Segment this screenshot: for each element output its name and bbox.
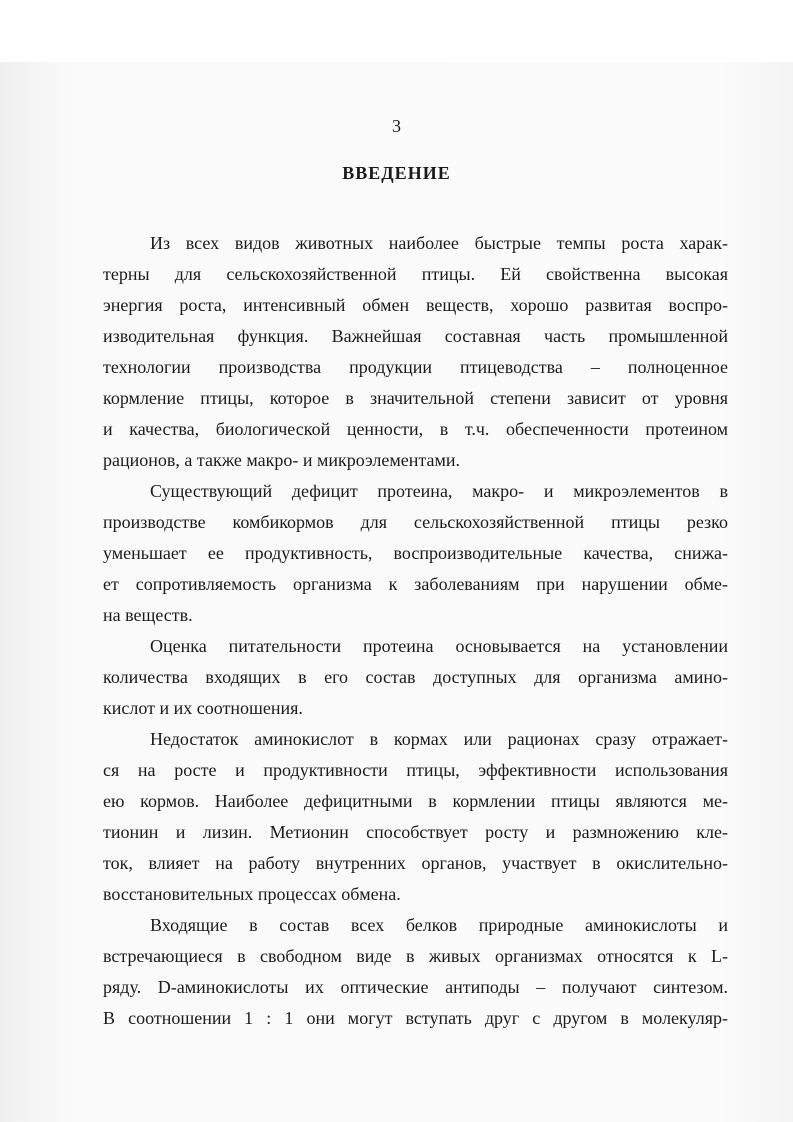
text-line: тионин и лизин. Метионин способствует росту и размножению кле- [103,822,728,842]
text-line: восстановительных процессах обмена. [103,884,401,904]
text-line: и качества, биологической ценности, в т.ч. обеспеченности протеином [103,419,728,439]
text-line: изводительная функция. Важнейшая составная часть промышленной [103,326,728,346]
text-line: Входящие в состав всех белков природные аминокислоты и [150,915,728,935]
scan-margin [0,0,793,62]
text-line: на веществ. [103,605,193,625]
text-line: Оценка питательности протеина основывается на установлении [150,636,728,656]
text-line: ряду. D-аминокислоты их оптические антиподы – получают синтезом. [103,977,728,997]
text-line: производстве комбикормов для сельскохозяйственной птицы резко [103,512,728,532]
section-title: ВВЕДЕНИЕ [342,163,451,183]
text-line: ся на росте и продуктивности птицы, эффективности использования [103,760,728,780]
page-number: 3 [392,116,401,136]
text-line: кормление птицы, которое в значительной степени зависит от уровня [103,388,728,408]
text-line: терны для сельскохозяйственной птицы. Ей свойственна высокая [103,264,728,284]
text-line: кислот и их соотношения. [103,698,303,718]
text-line: Недостаток аминокислот в кормах или рационах сразу отражает- [150,729,728,749]
text-line: ток, влияет на работу внутренних органов, участвует в окислительно- [103,853,728,873]
text-line: ет сопротивляемость организма к заболеваниям при нарушении обме- [103,574,728,594]
text-line: В соотношении 1 : 1 они могут вступать друг с другом в молекуляр- [103,1008,728,1028]
text-line: Из всех видов животных наиболее быстрые темпы роста харак- [150,233,728,253]
text-line: энергия роста, интенсивный обмен веществ, хорошо развитая воспро- [103,295,728,315]
text-line: Существующий дефицит протеина, макро- и микроэлементов в [150,481,728,501]
text-line: рационов, а также макро- и микроэлементами. [103,450,460,470]
text-line: технологии производства продукции птицеводства – полноценное [103,357,728,377]
text-line: встречающиеся в свободном виде в живых организмах относятся к L- [103,946,728,966]
document-body [103,228,728,1034]
text-line: уменьшает ее продуктивность, воспроизводительные качества, снижа- [103,543,728,563]
text-line: ею кормов. Наиболее дефицитными в кормлении птицы являются ме- [103,791,728,811]
text-line: количества входящих в его состав доступных для организма амино- [103,667,728,687]
